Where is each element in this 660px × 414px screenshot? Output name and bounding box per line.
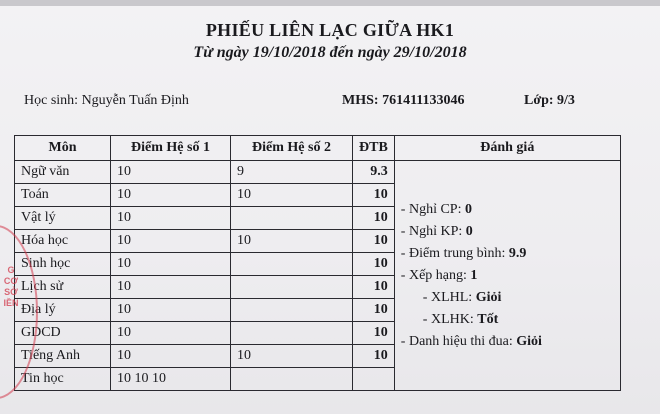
eval-rank: - Xếp hạng: 1	[400, 267, 478, 283]
eval-absent-unpermitted: - Nghỉ KP: 0	[400, 223, 473, 239]
coef2-cell	[231, 276, 353, 299]
average-cell: 10	[353, 207, 395, 230]
grades-table	[14, 135, 621, 391]
coef1-cell: 10	[111, 276, 231, 299]
subject-cell: Lịch sử	[15, 276, 111, 299]
average-cell: 10	[353, 276, 395, 299]
coef2-cell: 10	[231, 230, 353, 253]
average-cell: 10	[353, 345, 395, 368]
subject-cell: GDCD	[15, 322, 111, 345]
subject-cell: Ngữ văn	[15, 161, 111, 184]
coef1-cell: 10	[111, 253, 231, 276]
coef1-cell: 10	[111, 230, 231, 253]
header-coef2: Điểm Hệ số 2	[231, 136, 353, 161]
coef2-cell: 10	[231, 345, 353, 368]
top-edge	[0, 0, 660, 6]
subject-cell: Toán	[15, 184, 111, 207]
subject-cell: Vật lý	[15, 207, 111, 230]
student-class: 9/3	[557, 93, 575, 108]
subject-cell: Sinh học	[15, 253, 111, 276]
header-average: ĐTB	[353, 136, 395, 161]
document-title: PHIẾU LIÊN LẠC GIỮA HK1	[205, 20, 455, 40]
average-cell: 9.3	[353, 161, 395, 184]
student-name: Nguyễn Tuấn Định	[81, 93, 189, 108]
coef2-cell	[231, 207, 353, 230]
coef1-cell: 10	[111, 322, 231, 345]
student-id: 761411133046	[382, 93, 465, 108]
coef1-cell: 10	[111, 207, 231, 230]
coef1-cell: 10 10 10	[111, 368, 231, 391]
coef2-cell	[231, 299, 353, 322]
eval-conduct: - XLHK: Tốt	[422, 311, 499, 327]
student-class-label: Lớp:	[524, 93, 554, 108]
coef1-cell: 10	[111, 184, 231, 207]
subject-cell: Tiếng Anh	[15, 345, 111, 368]
coef2-cell: 9	[231, 161, 353, 184]
header-evaluation: Đánh giá	[394, 136, 620, 161]
table-row	[15, 161, 621, 184]
header-subject: Môn	[15, 136, 111, 161]
eval-average: - Điểm trung bình: 9.9	[400, 245, 527, 261]
document-period: Từ ngày 19/10/2018 đến ngày 29/10/2018	[193, 44, 467, 61]
average-cell: 10	[353, 184, 395, 207]
average-cell: 10	[353, 322, 395, 345]
coef1-cell: 10	[111, 161, 231, 184]
coef2-cell	[231, 322, 353, 345]
coef1-cell: 10	[111, 299, 231, 322]
student-name-field	[24, 93, 189, 109]
school-stamp-text: G CƠ SỞ IỀN	[3, 265, 19, 308]
coef1-cell: 10	[111, 345, 231, 368]
eval-academic: - XLHL: Giỏi	[422, 289, 502, 305]
subject-cell: Tin học	[15, 368, 111, 391]
subject-cell: Địa lý	[15, 299, 111, 322]
student-name-label: Học sinh:	[24, 93, 79, 108]
student-id-label: MHS:	[342, 93, 379, 108]
header-coef1: Điểm Hệ số 1	[111, 136, 231, 161]
subject-cell: Hóa học	[15, 230, 111, 253]
coef2-cell: 10	[231, 184, 353, 207]
table-header-row	[15, 136, 621, 161]
eval-absent-permitted: - Nghỉ CP: 0	[400, 201, 472, 217]
evaluation-cell	[394, 161, 620, 391]
coef2-cell	[231, 253, 353, 276]
student-class-field	[524, 93, 575, 109]
average-cell: 10	[353, 230, 395, 253]
student-id-field	[342, 93, 465, 109]
eval-award-title: - Danh hiệu thi đua: Giỏi	[400, 333, 542, 349]
coef2-cell	[231, 368, 353, 391]
average-cell	[353, 368, 395, 391]
average-cell: 10	[353, 299, 395, 322]
average-cell: 10	[353, 253, 395, 276]
